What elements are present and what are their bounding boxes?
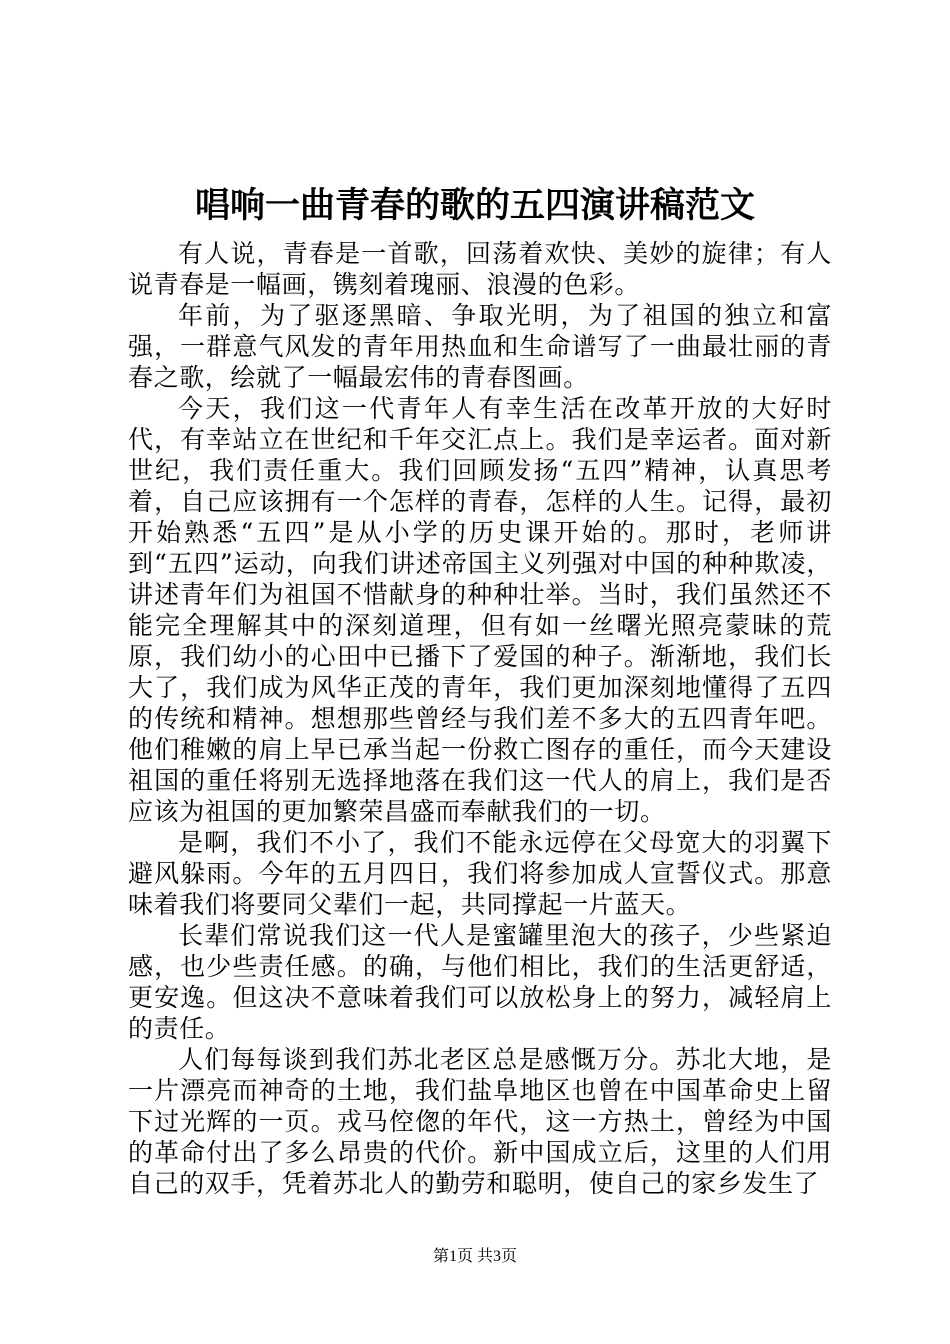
page-footer: 第1页 共3页 (432, 1248, 517, 1265)
paragraph: 是啊，我们不小了，我们不能永远停在父母宽大的羽翼下避风躲雨。今年的五月四日，我们将参加成人宣誓仪式。那意味着我们将要同父辈们一起，共同撑起一片蓝天。 (128, 828, 832, 919)
paragraph: 人们每每谈到我们苏北老区总是感慨万分。苏北大地，是一片漂亮而神奇的土地，我们盐阜地区也曾在中国革命史上留下过光辉的一页。戎马倥偬的年代，这一方热土，曾经为中国的革命付出了多么昂贵的代价。新中国成立后，这里的人们用自己的双手，凭着苏北人的勤劳和聪明，使自己的家乡发生了 (128, 1045, 832, 1198)
document-body (128, 238, 832, 1199)
paragraph: 长辈们常说我们这一代人是蜜罐里泡大的孩子，少些紧迫感，也少些责任感。的确，与他们相比，我们的生活更舒适，更安逸。但这决不意味着我们可以放松身上的努力，减轻肩上的责任。 (128, 921, 832, 1043)
document-title: 唱响一曲青春的歌的五四演讲稿范文 (194, 185, 755, 226)
paragraph: 今天，我们这一代青年人有幸生活在改革开放的大好时代，有幸站立在世纪和千年交汇点上。我们是幸运者。面对新世纪，我们责任重大。我们回顾发扬“五四”精神，认真思考着，自己应该拥有一个怎样的青春，怎样的人生。记得，最初开始熟悉“五四”是从小学的历史课开始的。那时，老师讲到“五四”运动，向我们讲述帝国主义列强对中国的种种欺凌，讲述青年们为祖国不惜献身的种种壮举。当时，我们虽然还不能完全理解其中的深刻道理，但有如一丝曙光照亮蒙昧的荒原，我们幼小的心田中已播下了爱国的种子。渐渐地，我们长大了，我们成为风华正茂的青年，我们更加深刻地懂得了五四的传统和精神。想想那些曾经与我们差不多大的五四青年吧。他们稚嫩的肩上早已承当起一份救亡图存的重任，而今天建设祖国的重任将别无选择地落在我们这一代人的肩上，我们是否应该为祖国的更加繁荣昌盛而奉献我们的一切。 (128, 394, 832, 826)
paragraph: 有人说，青春是一首歌，回荡着欢快、美妙的旋律；有人说青春是一幅画，镌刻着瑰丽、浪漫的色彩。 (128, 239, 832, 299)
paragraph: 年前，为了驱逐黑暗、争取光明，为了祖国的独立和富强，一群意气风发的青年用热血和生命谱写了一曲最壮丽的青春之歌，绘就了一幅最宏伟的青春图画。 (128, 301, 832, 392)
